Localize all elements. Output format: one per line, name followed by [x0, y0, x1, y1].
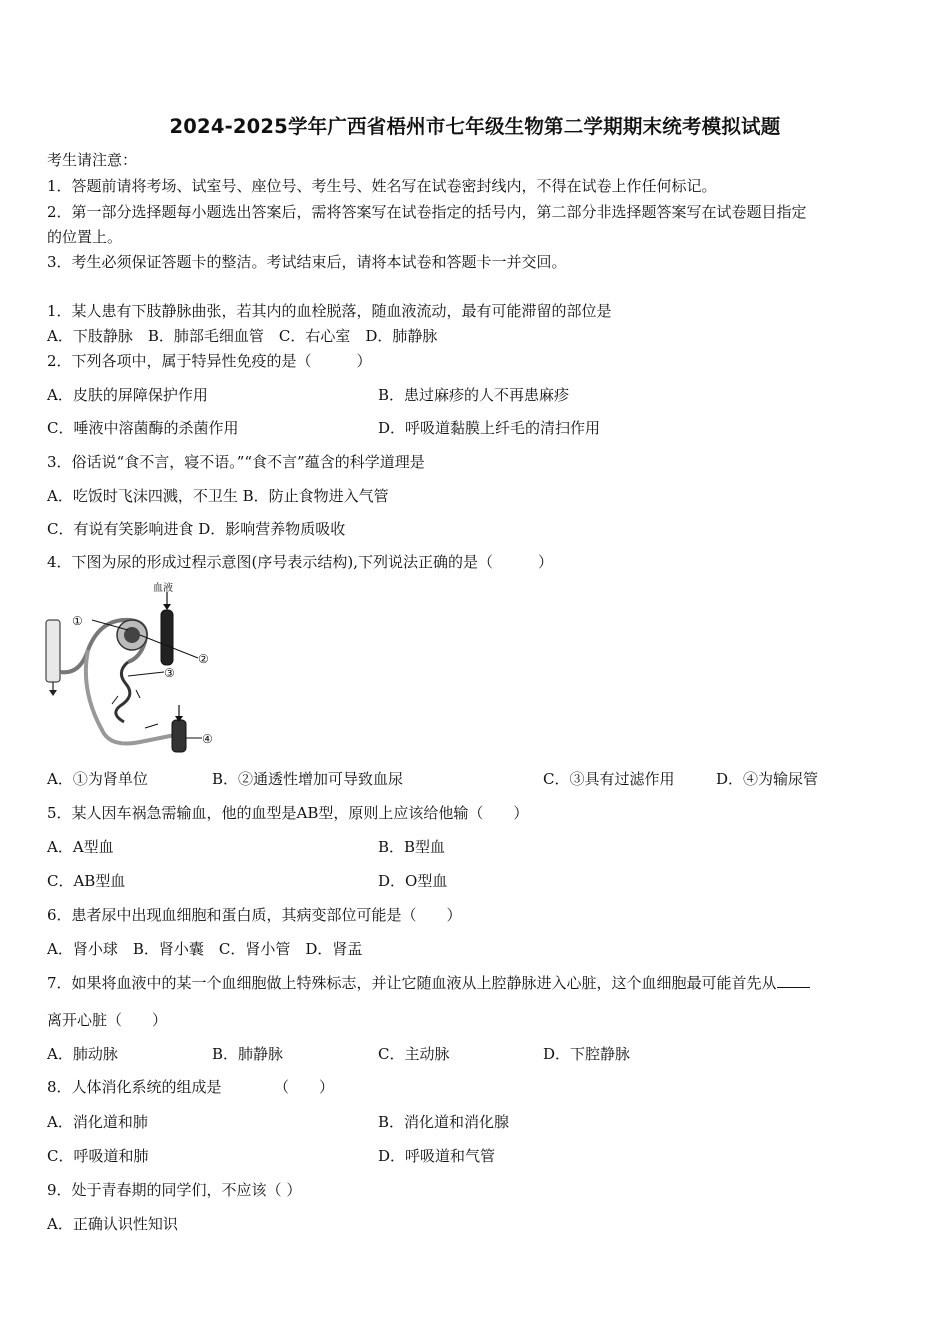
q4-stem: 4．下图为尿的形成过程示意图(序号表示结构),下列说法正确的是（ ） — [47, 553, 554, 571]
q7-option-d: D．下腔静脉 — [543, 1045, 631, 1063]
q7-option-c: C．主动脉 — [378, 1045, 450, 1063]
marker-3: ③ — [164, 666, 175, 680]
q7-stem-text: 7．如果将血液中的某一个血细胞做上特殊标志，并让它随血液从上腔静脉进入心脏，这个血细胞最可能首先从 — [47, 974, 777, 992]
q5-option-d: D．O型血 — [378, 872, 448, 890]
q2-stem: 2．下列各项中，属于特异性免疫的是（ ） — [47, 352, 372, 370]
q5-stem: 5．某人因车祸急需输血，他的血型是AB型，原则上应该给他输（ ） — [47, 804, 529, 822]
q2-option-d: D．呼吸道黏膜上纤毛的清扫作用 — [378, 419, 601, 437]
q7-stem-cont: 离开心脏（ ） — [47, 1011, 168, 1029]
q8-option-d: D．呼吸道和气管 — [378, 1147, 496, 1165]
urine-formation-diagram — [40, 580, 230, 755]
q1-stem: 1．某人患有下肢静脉曲张，若其内的血栓脱落，随血液流动，最有可能滞留的部位是 — [47, 302, 612, 320]
q3-options-cd: C．有说有笑影响进食 D．影响营养物质吸收 — [47, 520, 346, 538]
notice-item-2: 2．第一部分选择题每小题选出答案后，需将答案写在试卷指定的括号内，第二部分非选择题答案写在试卷题目指定 — [47, 203, 807, 221]
q7-answer-blank — [777, 973, 810, 988]
q9-option-a: A．正确认识性知识 — [47, 1215, 178, 1233]
q8-option-b: B．消化道和消化腺 — [378, 1113, 510, 1131]
q1-options: A．下肢静脉 B．肺部毛细血管 C．右心室 D．肺静脉 — [47, 327, 438, 345]
marker-2: ② — [198, 652, 209, 666]
q7-option-a: A．肺动脉 — [47, 1045, 118, 1063]
q8-stem: 8．人体消化系统的组成是 （ ） — [47, 1078, 335, 1096]
figure-label-blood: 血液 — [153, 583, 173, 594]
q5-option-b: B．B型血 — [378, 838, 446, 856]
q7-option-b: B．肺静脉 — [212, 1045, 284, 1063]
q2-option-a: A．皮肤的屏障保护作用 — [47, 386, 208, 404]
q2-option-c: C．唾液中溶菌酶的杀菌作用 — [47, 419, 239, 437]
q9-stem: 9．处于青春期的同学们，不应该（ ） — [47, 1181, 302, 1199]
q4-option-a: A．①为肾单位 — [47, 770, 148, 788]
marker-4: ④ — [202, 732, 213, 746]
q5-option-c: C．AB型血 — [47, 872, 126, 890]
notice-item-3: 3．考生必须保证答题卡的整洁。考试结束后，请将本试卷和答题卡一并交回。 — [47, 253, 567, 271]
notice-item-2-cont: 的位置上。 — [47, 228, 123, 246]
q8-option-c: C．呼吸道和肺 — [47, 1147, 149, 1165]
notice-heading: 考生请注意： — [47, 151, 138, 169]
marker-1: ① — [72, 614, 83, 628]
q4-option-d: D．④为输尿管 — [716, 770, 819, 788]
q6-options: A．肾小球 B．肾小囊 C．肾小管 D．肾盂 — [47, 940, 363, 958]
q3-stem: 3．俗话说“食不言，寝不语。”“食不言”蕴含的科学道理是 — [47, 453, 425, 471]
page-title: 2024-2025学年广西省梧州市七年级生物第二学期期末统考模拟试题 — [169, 115, 781, 138]
q7-stem — [47, 973, 810, 993]
q4-option-c: C．③具有过滤作用 — [543, 770, 675, 788]
q5-option-a: A．A型血 — [47, 838, 114, 856]
q6-stem: 6．患者尿中出现血细胞和蛋白质，其病变部位可能是（ ） — [47, 906, 462, 924]
q4-option-b: B．②通透性增加可导致血尿 — [212, 770, 404, 788]
q8-option-a: A．消化道和肺 — [47, 1113, 148, 1131]
notice-item-1: 1．答题前请将考场、试室号、座位号、考生号、姓名写在试卷密封线内，不得在试卷上作任何标记。 — [47, 177, 717, 195]
q2-option-b: B．患过麻疹的人不再患麻疹 — [378, 386, 570, 404]
q3-options-ab: A．吃饭时飞沫四溅，不卫生 B．防止食物进入气管 — [47, 487, 389, 505]
